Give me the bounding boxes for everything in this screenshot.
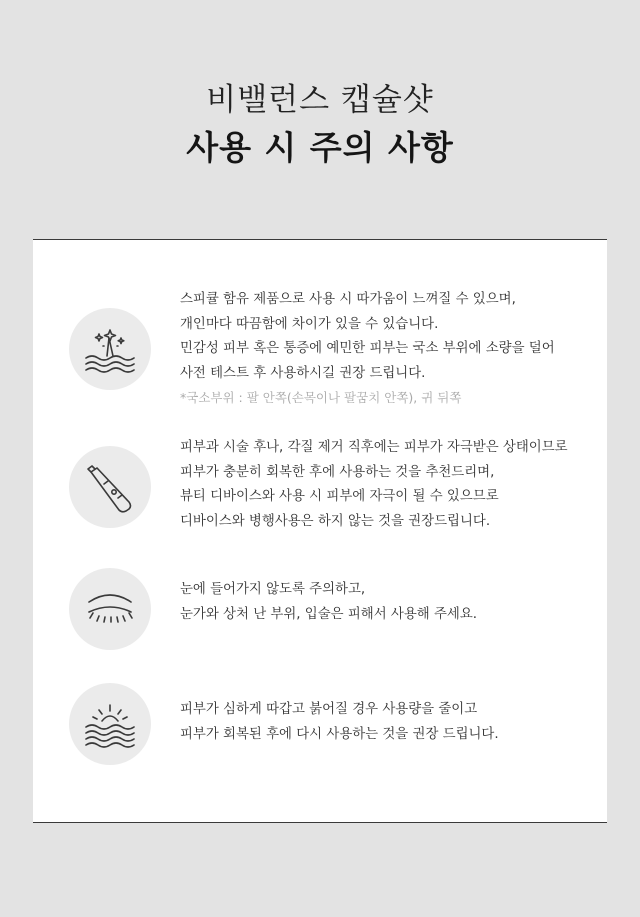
item-text-line: 스피큘 함유 제품으로 사용 시 따가움이 느껴질 수 있으며, bbox=[180, 292, 516, 307]
item-text-line: 디바이스와 병행사용은 하지 않는 것을 권장드립니다. bbox=[180, 513, 491, 529]
precautions-card bbox=[33, 239, 607, 823]
item-text-line: 피부가 충분히 회복한 후에 사용하는 것을 추천드리며, bbox=[180, 464, 495, 480]
item-text-line: 개인마다 따끔함에 차이가 있을 수 있습니다. bbox=[180, 316, 439, 332]
item-text-line: 피부가 심하게 따갑고 붉어질 경우 사용량을 줄이고 bbox=[180, 702, 478, 717]
item-text-line: 피부가 회복된 후에 다시 사용하는 것을 권장 드립니다. bbox=[180, 726, 499, 742]
item-text-line: 사전 테스트 후 사용하시길 권장 드립니다. bbox=[180, 365, 426, 381]
item-note: *국소부위 : 팔 안쪽(손목이나 팔꿈치 안쪽), 귀 뒤쪽 bbox=[180, 390, 462, 405]
product-title: 비밸런스 캡슐샷 bbox=[206, 82, 434, 118]
item-text-line: 눈가와 상처 난 부위, 입술은 피해서 사용해 주세요. bbox=[180, 606, 478, 622]
eye-icon bbox=[69, 568, 151, 650]
beauty-device-icon bbox=[69, 446, 151, 528]
item-text-line: 뷰티 디바이스와 사용 시 피부에 자극이 될 수 있으므로 bbox=[180, 489, 499, 504]
irritated-skin-icon bbox=[69, 683, 151, 765]
page-title: 사용 시 주의 사항 bbox=[186, 128, 454, 167]
item-text-line: 민감성 피부 혹은 통증에 예민한 피부는 국소 부위에 소량을 덜어 bbox=[180, 341, 555, 356]
page-header bbox=[0, 78, 640, 172]
item-text-line: 눈에 들어가지 않도록 주의하고, bbox=[180, 582, 366, 597]
item-text-line: 피부과 시술 후나, 각질 제거 직후에는 피부가 자극받은 상태이므로 bbox=[180, 440, 568, 455]
tingling-skin-icon bbox=[69, 308, 151, 390]
